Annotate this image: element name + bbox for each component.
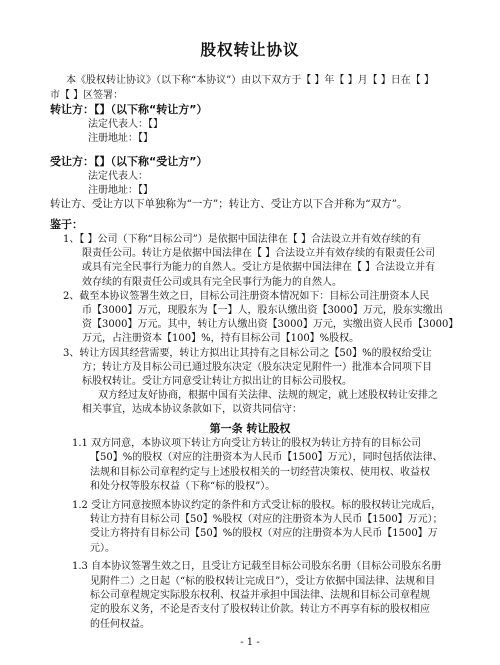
transferee-heading: 受让方：【】（以下称“受让方”） [50, 155, 208, 168]
recital-line: 相关事宜，达成本协议条款如下，以资共同信守： [82, 404, 302, 416]
article-1-line: 1.1 双方同意，本协议项下转让方向受让方转让的股权为转让方持有的目标公司 [72, 438, 422, 449]
article-1-line: 受让方将持有目标公司【50】%的股权（对应的注册资本为人民币【1500】万 [90, 528, 438, 540]
article-1-line: 和处分权等股东权益（下称“标的股权”）。 [90, 481, 276, 493]
transferee-legal-rep: 法定代表人： [88, 171, 148, 182]
recital-line: 资【3000】万元。其中，转让方认缴出资【3000】万元，实缴出资人民币【3000】 [82, 319, 459, 331]
article-1-line: 元）。 [90, 542, 115, 554]
article-1-line: 转让方持有目标公司【50】%股权（对应的注册资本为人民币【1500】万元）； [90, 514, 443, 525]
intro-line-2: 市【 】区签署： [50, 90, 124, 101]
recital-line: 万元，占注册资本【100】%，持有目标公司【100】%股权。 [82, 333, 360, 345]
page-number: - 1 - [240, 637, 260, 648]
article-1-line: 定的股东义务，不论是否支付了股权转让价款。转让方不再享有标的股权相应 [90, 604, 430, 616]
parties-definition: 转让方、受让方以下单独称为“一方”；转让方、受让方以下合并称为“双方”。 [50, 198, 408, 210]
recital-line: 3、转让方因其经营需要，转让方拟出让其持有之目标公司之【50】%的股权给受让 [63, 347, 432, 359]
recital-line: 2、截至本协议签署生效之日，目标公司注册资本情况如下：目标公司注册资本人民 [63, 290, 430, 302]
document-title: 股权转让协议 [200, 41, 300, 59]
recital-line: 或具有完全民事行为能力的自然人。受让方是依据中国法律在【 】合法设立并有 [82, 262, 436, 274]
transferor-heading: 转让方：【】（以下称“转让方”） [50, 103, 208, 116]
article-1-line: 1.2 受让方同意按照本协议约定的条件和方式受让标的股权。标的股权转让完成后， [72, 499, 442, 511]
transferor-legal-rep: 法定代表人：【】 [88, 119, 163, 130]
article-1-line: 法规和目标公司章程约定与上述股权相关的一切经营决策权、使用权、收益权 [90, 466, 430, 478]
transferor-address: 注册地址：【】 [88, 133, 153, 144]
article-1-line: 标公司章程规定实际股东权利、权益并承担中国法律、法规和目标公司章程规 [90, 590, 430, 601]
recital-line: 限责任公司。转让方是依据中国法律在【 】合法设立并有效存续的有限责任公司 [82, 248, 436, 260]
article-1-line: 1.3 自本协议签署生效之日，且受让方记载至目标公司股东名册（目标公司股东名册 [72, 561, 442, 573]
recital-line: 1、【 】公司（下称“目标公司”）是依据中国法律在【 】合法设立并有效存续的有 [63, 234, 421, 245]
article-1-line: 的任何权益。 [90, 618, 150, 630]
article-1-line: 见附件二）之日起（“标的股权转让完成日”），受让方依据中国法律、法规和目 [90, 575, 436, 587]
recital-line: 币【3000】万元，现股东为【一】人，股东认缴出资【3000】万元，股东实缴出 [82, 305, 443, 316]
article-1-title: 第一条 转让股权 [209, 422, 291, 435]
transferee-address: 注册地址：【】 [88, 185, 153, 196]
recital-line: 方；转让方及目标公司已通过股东决定（股东决定见附件一）批准本合同项下目 [82, 361, 432, 373]
recital-line: 标股权转让。受让方同意受让转让方拟出让的目标公司股权。 [82, 376, 352, 387]
intro-line-1: 本《股权转让协议》（以下称“本协议”）由以下双方于【 】年【 】月【 】日在【 】 [66, 75, 434, 86]
article-1-line: 【50】%的股权（对应的注册资本为人民币【1500】万元），同时包括依法律、 [90, 452, 443, 464]
recital-line: 效存续的有限责任公司或具有完全民事行为能力的自然人。 [82, 276, 342, 288]
recitals-heading: 鉴于： [50, 218, 83, 231]
recital-line: 双方经过友好协商，根据中国有关法律、法规的规定，就上述股权转让安排之 [98, 390, 438, 402]
